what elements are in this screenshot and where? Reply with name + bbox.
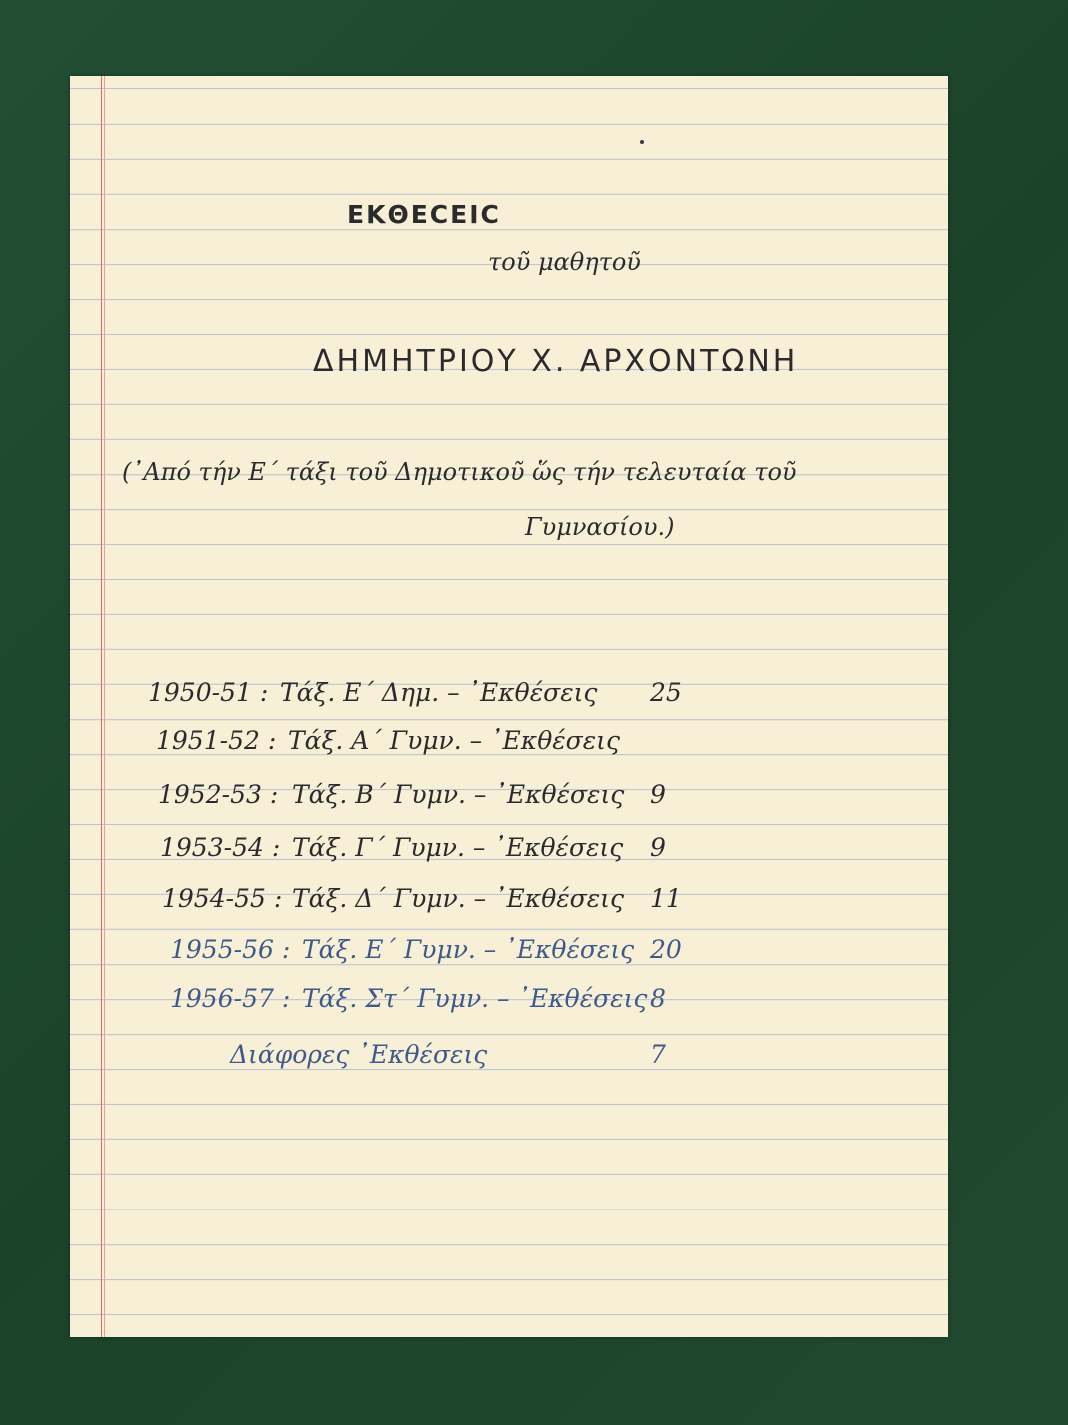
entry-year: 1951-52 : (156, 726, 277, 755)
entry-class: Τάξ. Ε΄ Δημ. – ᾿Εκθέσεις (280, 678, 598, 707)
entry-year: 1955-56 : (170, 935, 291, 964)
entry-count: 25 (650, 678, 682, 707)
entry-count: 9 (650, 780, 666, 809)
entry-count: 8 (650, 984, 666, 1013)
entry-class: Τάξ. Γ΄ Γυμν. – ᾿Εκθέσεις (292, 833, 624, 862)
entry-count: 20 (650, 935, 682, 964)
entry-class: Διάφορες ᾿Εκθέσεις (230, 1040, 488, 1069)
entry-year: 1954-55 : (162, 884, 283, 913)
red-margin-line (101, 76, 102, 1337)
entry-year: 1956-57 : (170, 984, 291, 1013)
document-title: ΕΚΘΕCΕΙC (347, 200, 501, 229)
ink-dot (640, 140, 644, 144)
entry-year: 1952-53 : (158, 780, 279, 809)
red-margin-line-secondary (104, 76, 105, 1337)
student-name: ΔΗΜΗΤΡΙΟΥ Χ. ΑΡΧΟΝΤΩΝΗ (313, 344, 799, 379)
entry-year: 1950-51 : (148, 678, 269, 707)
entry-class: Τάξ. Δ΄ Γυμν. – ᾿Εκθέσεις (292, 884, 624, 913)
lined-paper-sheet (70, 76, 948, 1337)
entry-count: 11 (650, 884, 682, 913)
description-line-1: (᾿Από τήν Ε΄ τάξι τοῦ Δημοτικοῦ ὥς τήν τελευταία τοῦ (122, 458, 797, 486)
description-line-2: Γυμνασίου.) (525, 513, 675, 541)
entry-count: 7 (650, 1040, 666, 1069)
entry-class: Τάξ. Α΄ Γυμν. – ᾿Εκθέσεις (288, 726, 620, 755)
entry-class: Τάξ. Ε΄ Γυμν. – ᾿Εκθέσεις (302, 935, 635, 964)
entry-class: Τάξ. Β΄ Γυμν. – ᾿Εκθέσεις (292, 780, 625, 809)
document-subtitle: τοῦ μαθητοῦ (488, 248, 641, 276)
entry-count: 9 (650, 833, 666, 862)
entry-class: Τάξ. Στ΄ Γυμν. – ᾿Εκθέσεις (302, 984, 648, 1013)
entry-year: 1953-54 : (160, 833, 281, 862)
